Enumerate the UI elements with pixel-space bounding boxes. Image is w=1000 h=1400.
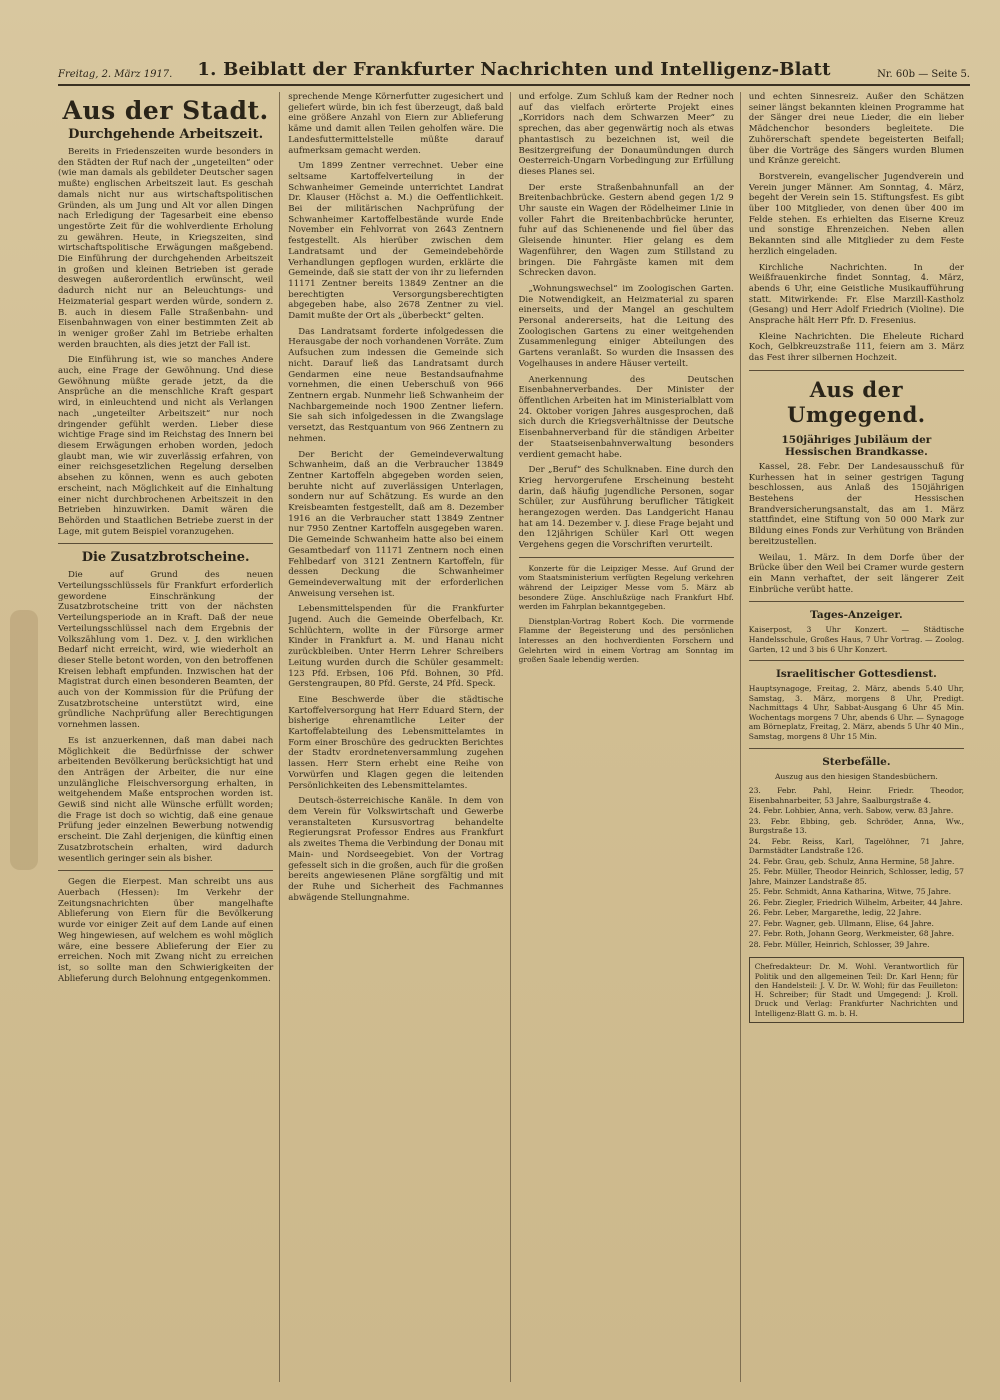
notice-paragraph: Kaiserpost, 3 Uhr Konzert. — Städtische Handelsschule, Großes Haus, 7 Uhr Vortrag. — Zoolog. Garten, 12 und 3 bis 6 Uhr Konzert. — [748, 625, 964, 654]
column-2 — [288, 92, 510, 1382]
list-item: 27. Febr. Roth, Johann Georg, Werkmeister, 68 Jahre. — [748, 929, 954, 939]
list-item: 24. Febr. Lohbier, Anna, verh. Sabow, verw. 83 Jahre. — [748, 806, 954, 816]
notice-paragraph: Konzerte für die Leipziger Messe. Auf Grund der vom Staatsministerium verfügten Regelung verkehren während der Leipziger Messe vom 5. März ab besondere Züge. Anschlußzüge nach Frankfurt Hbf. werden im Fahrplan bekanntgegeben. — [518, 563, 734, 612]
article-title: Die Zusatzbrotscheine. — [81, 550, 250, 566]
article-paragraph: Bereits in Friedenszeiten wurde besonders in den Städten der Ruf nach der „ungeteilten“ oder (wie man damals als gebildeter Deutscher sagen mußte) englischen Arbeitszeit laut. Es geschah damals nicht nur aus wirtschaftspolitischen Gründen, als um Jung und Alt vor allen Dingen nach Erledigung der Tagesarbeit eine ebenso ungestörte Zeit für die wohlverdiente Erholung zu gewähren. Heute, in Kriegszeiten, sind wirtschaftspolitische Erwägungen maßgebend. Die Einführung der durchgehenden Arbeitszeit in großen und kleinen Betrieben ist gerade deswegen außerordentlich erwünscht, weil dadurch nicht nur an Beleuchtungs- und Heizmaterial gespart werden würde, sondern z. B. auch in diesem Falle Straßenbahn- und Eisenbahnwagen von einer bestimmten Zeit ab in weniger großer Zahl im Betriebe erhalten werden brauchten, als dies jetzt der Fall ist. — [58, 147, 274, 350]
article-paragraph: Kirchliche Nachrichten. In der Weißfrauenkirche findet Sonntag, 4. März, abends 6 Uhr, eine Geistliche Musikaufführung statt. Mitwirkende: Fr. Else Marzill-Kastholz (Gesang) und Herr Adolf Friedrich (Violine). Die Ansprache hält Herr Pfr. D. Fresenius. — [748, 262, 964, 327]
article-paragraph: Um 1899 Zentner verrechnet. Ueber eine seltsame Kartoffelverteilung in der Schwanheimer Gemeinde unterrichtet Landrat Dr. Klauser (Höchst a. M.) die Oeffentlichkeit. Bei der militärischen Nachprüfung der Schwanheimer Kartoffelbestände wurde Ende November ein Fehlvorrat von 2643 Zentnern festgestellt. Als hierüber zwischen dem Landratsamt und der Gemeindebehörde Verhandlungen gepflogen wurden, erklärte die Gemeinde, daß sie statt der von ihr zu liefernden 11171 Zentner bereits 13849 Zentner an die berechtigten Versorgungsberechtigten abgegeben habe, also 2678 Zentner zu viel. Damit mußte der Ort als „überbeckt“ gelten. — [288, 161, 504, 322]
article-paragraph: Das Landratsamt forderte infolgedessen die Herausgabe der noch vorhandenen Vorräte. Zum Aufsuchen zum indessen die Gemeinde sich nicht. Darauf ließ das Landratsamt durch Gendarmen eine neue Bestandsaufnahme vornehmen, die einen Ueberschuß von 966 Zentnern ergab. Nunmehr ließ Schwanheim der Nachbargemeinde noch 1900 Zentner liefern. Sie sah sich infolgedessen in die Zwangslage versetzt, das Restquantum von 966 Zentnern zu nehmen. — [288, 326, 504, 444]
column-1 — [58, 92, 280, 1382]
article-paragraph: Der „Beruf“ des Schulknaben. Eine durch den Krieg hervorgerufene Erscheinung besteht darin, daß häufig jugendliche Personen, sogar Schüler, zur Ausführung beruflicher Tätigkeit herangezogen werden. Das Landgericht Hanau hat am 14. Dezember v. J. diese Frage bejaht und den 12jährigen Schüler Karl Ott wegen Vergehens gegen die Vorschriften verurteilt. — [518, 465, 734, 551]
notice-paragraph: Auszug aus den hiesigen Standesbüchern. — [774, 771, 938, 781]
article-title: Sterbefälle. — [822, 755, 891, 768]
divider — [749, 660, 964, 661]
list-item: 26. Febr. Leber, Margarethe, ledig, 22 Jahre. — [748, 908, 922, 918]
article-paragraph: Borstverein, evangelischer Jugendverein und Verein junger Männer. Am Sonntag, 4. März, begeht der Verein sein 15. Stiftungsfest. Es gibt über 100 Mitglieder, von denen über 400 im Felde stehen. Es erhielten das Eiserne Kreuz und sonstige Ehrenzeichen. Neben allen Bekannten sind alle Mitglieder zu dem Feste herzlich eingeladen. — [748, 171, 964, 257]
article-paragraph: Die Einführung ist, wie so manches Andere auch, eine Frage der Gewöhnung. Und diese Gewöhnung müßte gerade jetzt, da die Ansprüche an die menschliche Kraft gespart wird, in einleuchtend und nicht als Verlangen nach „ungeteilter Arbeitszeit“ nur noch dringender gefühlt werden. Lieber diese wichtige Frage sind im Reichstag des Innern bei diesem Erwägungen erhoben worden, jedoch glaubt man, wie wir zuverlässig erfahren, von einer reichsgesetzlichen Regelung derselben absehen zu können, wenn es auch geboten erscheint, nach Möglichkeit auf die Einhaltung einer nicht durchbrochenen Arbeitszeit in den Betrieben hinzuwirken. Damit wären die Behörden und Staatlichen Betriebe zuerst in der Lage, mit gutem Beispiel voranzugehen. — [58, 355, 274, 537]
small-notices — [749, 625, 964, 654]
article-paragraph: Weilau, 1. März. In dem Dorfe über der Brücke über den Weil bei Cramer wurde gestern ein Mann verhaftet, der seit längerer Zeit Einbrüche verübt hatte. — [748, 552, 964, 595]
article-title: Tages-Anzeiger. — [810, 609, 903, 622]
newspaper-title: 1. Beiblatt der Frankfurter Nachrichten und Intelligenz-Blatt — [197, 59, 831, 80]
columns — [58, 92, 970, 1382]
list-item: 23. Febr. Ebbing, geb. Schröder, Anna, Ww., Burgstraße 13. — [748, 816, 964, 836]
article-title: Durchgehende Arbeitszeit. — [68, 127, 264, 142]
list-item: 25. Febr. Müller, Theodor Heinrich, Schlosser, ledig, 57 Jahre, Mainzer Landstraße 85. — [748, 867, 964, 886]
list-item: 23. Febr. Pahl, Heinr. Friedr. Theodor, Eisenbahnarbeiter, 53 Jahre, Saalburgstraße 4. — [748, 786, 964, 805]
notice-paragraph: Dienstplan-Vortrag Robert Koch. Die vorrmende Flamme der Begeisterung und des persönlichen Interesses an den hochverdienten Forschern und Gelehrten wird in einem Vortrag am Sonntag im großen Saale lebendig werden. — [518, 616, 734, 665]
list-item: 27. Febr. Wagner, geb. Ullmann, Elise, 64 Jahre. — [748, 918, 934, 928]
notice-paragraph: Hauptsynagoge, Freitag, 2. März, abends 5.40 Uhr, Samstag, 3. März, morgens 8 Uhr, Predigt. Nachmittags 4 Uhr, Sabbat-Ausgang 6 Uhr 45 Min. Wochentags morgens 7 Uhr, abends 6 Uhr. — Synagoge am Börneplatz, Freitag, 2. März, abends 5 Uhr 40 Min., Samstag, morgens 8 Uhr 15 Min. — [748, 684, 964, 742]
page-number: Nr. 60b — Seite 5. — [877, 69, 970, 80]
list-item: 24. Febr. Grau, geb. Schulz, Anna Hermine, 58 Jahre. — [748, 856, 955, 866]
list-item: 28. Febr. Müller, Heinrich, Schlosser, 39 Jahre. — [748, 939, 930, 949]
article-paragraph: Gegen die Eierpest. Man schreibt uns aus Auerbach (Hessen): Im Verkehr der Zeitungsnachrichten über mangelhafte Ablieferung von Eiern für die Bevölkerung wurde vor einiger Zeit auf dem Lande auf einen Weg hingewiesen, auf welchem es wohl möglich wäre, eine bessere Ablieferung der Eier zu erreichen. Noch mit Zwang nicht zu erreichen ist, so sollte man den Schwierigkeiten der Ablieferung durch Belohnung entgegenkommen. — [58, 877, 274, 984]
column-3 — [519, 92, 741, 1382]
small-notices — [519, 564, 734, 665]
article-paragraph: Es ist anzuerkennen, daß man dabei nach Möglichkeit die Bedürfnisse der schwer arbeitenden Bevölkerung berücksichtigt hat und den Anträgen der Arbeiter, die nur eine unzulängliche Fleischversorgung erhalten, in weitgehendem Maße entsprochen worden ist. Gewiß sind nicht alle Wünsche erfüllt worden; die Frage ist doch so wichtig, daß eine genaue Prüfung jeder einzelnen Bewerbung notwendig erscheint. Die Zahl derjenigen, die künftig einen Zusatzbrotschein erhalten, wird dadurch wesentlich geringer sein als bisher. — [58, 735, 274, 864]
article-paragraph: und erfolge. Zum Schluß kam der Redner noch auf das vielfach erörterte Projekt eines „Korridors nach dem Schwarzen Meer“ zu sprechen, das aber gegenwärtig noch als etwas phantastisch zu bezeichnen ist, weil die Besitzergreifung der Donaumündungen durch Oesterreich-Ungarn Vorbedingung zur Erfüllung dieses Planes sei. — [518, 92, 734, 177]
imprint-box — [749, 957, 964, 1023]
article-paragraph: und echten Sinnesreiz. Außer den Schätzen seiner längst bekannten kleinen Programme hat der Sänger drei neue Lieder, die ein lieber Mädchenchor besonders begleitete. Die Zuhörerschaft spendete begeisterten Beifall; über die Vorträge des Sängers wurden Blumen und Kränze gereicht. — [748, 92, 964, 167]
article-paragraph: Eine Beschwerde über die städtische Kartoffelversorgung hat Herr Eduard Stern, der bisherige ehrenamtliche Leiter der Kartoffelabteilung des Lebensmittelamtes in Form einer Broschüre des gedruckten Berichtes der Stadtv erordnetenversammlung zugehen lassen. Herr Stern erhebt eine Reihe von Vorwürfen und Klagen gegen die leitenden Persönlichkeiten des Lebensmittelamtes. — [288, 694, 504, 791]
article-paragraph: Die auf Grund des neuen Verteilungsschlüssels für Frankfurt erforderlich gewordene Einschränkung der Zusatzbrotscheine tritt von der nächsten Verteilungsperiode an in Kraft. Daß der neue Verteilungsschlüssel nach dem Ergebnis der Volkszählung vom 1. Dez. v. J. den wirklichen Bedarf nicht erreicht, wird, wie wiederholt an dieser Stelle betont worden, von den betroffenen Kreisen lebhaft empfunden. Inzwischen hat der Magistrat durch einen besonderen Beamten, der auch von der Kommission für die Prüfung der Zusatzbrotscheine unterstützt wird, eine gründliche Nachprüfung aller Berechtigungen vornehmen lassen. — [58, 570, 274, 731]
article-paragraph: Der Bericht der Gemeindeverwaltung Schwanheim, daß an die Verbraucher 13849 Zentner Kartoffeln abgegeben worden seien, beruhte nicht auf zuverlässigen Unterlagen, sondern nur auf Schätzung. Es wurde an den Kreisbeamten festgestellt, daß am 8. Dezember 1916 an die Verbraucher statt 13849 Zentner nur 7950 Zentner Kartoffeln ausgegeben waren. Die Gemeinde Schwanheim hatte also bei einem Gesamtbedarf von 11171 Zentnern noch einen Fehlbedarf von 3121 Zentnern Kartoffeln, für dessen Deckung die Schwanheimer Gemeindeverwaltung mit der erforderlichen Anweisung versehen ist. — [288, 449, 504, 599]
article-paragraph: Lebensmittelspenden für die Frankfurter Jugend. Auch die Gemeinde Oberfelbach, Kr. Schlüchtern, wollte in der Fürsorge armer Kinder in Frankfurt a. M. und Hanau nicht zurückbleiben. Unter Herrn Lehrer Schreibers Leitung wurden durch die Schüler gesammelt: 123 Pfd. Erbsen, 106 Pfd. Bohnen, 30 Pfd. Gerstengraupen, 80 Pfd. Gerste, 24 Pfd. Speck. — [288, 604, 504, 690]
divider — [519, 557, 734, 558]
section-title-region: Aus der Umgegend. — [787, 376, 926, 427]
article-paragraph: sprechende Menge Körnerfutter zugesichert und geliefert würde, bin ich fest überzeugt, daß bald eine größere Anzahl von Eiern zur Ablieferung käme und damit allen Teilen geholfen wäre. Die Landesfuttermittelstelle müßte darauf aufmerksam gemacht werden. — [288, 92, 504, 156]
masthead — [58, 58, 970, 86]
article-paragraph: Anerkennung des Deutschen Eisenbahnerverbandes. Der Minister der öffentlichen Arbeiten hat im Ministerialblatt vom 24. Oktober vorigen Jahres ausgesprochen, daß sich durch die Kriegsverhältnisse der Deutsche Eisenbahnerverband für die ständigen Arbeiter der Staatseisenbahnverwaltung besonders verdient gemacht habe. — [518, 374, 734, 460]
article-title: Israelitischer Gottesdienst. — [775, 668, 937, 681]
article-paragraph: Deutsch-österreichische Kanäle. In dem von dem Verein für Volkswirtschaft und Gewerbe veranstalteten Kursusvortrag behandelte Regierungsrat Professor Endres aus Frankfurt als zweites Thema die Verbindung der Donau mit Main- und Nordseegebiet. Von der Vortrag gefesselt sich in die großen, auch für die großen bereits angewiesenen Pläne sorgfältig und mit der Ruhe und Sicherheit des Fachmannes abwägende Stellungnahme. — [288, 796, 504, 903]
divider — [749, 601, 964, 602]
list-item: 26. Febr. Ziegler, Friedrich Wilhelm, Arbeiter, 44 Jahre. — [748, 897, 963, 907]
article-paragraph: Kleine Nachrichten. Die Eheleute Richard Koch, Gelbkreuzstraße 111, feiern am 3. März das Fest ihrer silbernen Hochzeit. — [748, 331, 964, 364]
divider — [58, 543, 273, 544]
list-item: 25. Febr. Schmidt, Anna Katharina, Witwe, 75 Jahre. — [748, 887, 952, 897]
article-paragraph: Kassel, 28. Febr. Der Landesausschuß für Kurhessen hat in seiner gestrigen Tagung beschlossen, aus Anlaß des 150jährigen Bestehens der Hessischen Brandversicherungsanstalt, das am 1. März stattfindet, eine Stiftung von 50 000 Mark zur Bildung eines Fonds zur Verhütung von Bränden bereitzustellen. — [748, 461, 964, 547]
article-paragraph: Der erste Straßenbahnunfall an der Breitenbachbrücke. Gestern abend gegen 1/2 9 Uhr sauste ein Wagen der Rödelheimer Linie in voller Fahrt die Breitenbachbrücke herunter, fuhr auf das Schienenende und fiel über das Gleisende hinunter. Hier gelang es dem Wagenführer, den Wagen zum Stillstand zu bringen. Die Fahrgäste kamen mit dem Schrecken davon. — [518, 182, 734, 279]
list-item: 24. Febr. Reiss, Karl, Tagelöhner, 71 Jahre, Darmstädter Landstraße 126. — [748, 836, 964, 856]
death-notices-list — [749, 786, 964, 949]
divider — [749, 748, 964, 749]
article-title: 150jähriges Jubiläum der Hessischen Brandkasse. — [781, 433, 932, 458]
imprint-text: Chefredakteur: Dr. M. Wohl. Verantwortlich für Politik und den allgemeinen Teil: Dr. Karl Henn; für den Handelsteil: J. V. Dr. W. Wohl; für das Feuilleton: H. Schreiber; für Stadt und Umgegend: J. Kroll. Druck und Verlag: Frankfurter Nachrichten und Intelligenz-Blatt G. m. b. H. — [754, 962, 958, 1018]
small-notices — [749, 772, 964, 782]
divider — [749, 370, 964, 371]
paper-stain — [10, 610, 38, 870]
issue-date: Freitag, 2. März 1917. — [58, 69, 173, 80]
column-4 — [749, 92, 970, 1382]
section-title-city: Aus der Stadt. — [62, 96, 269, 125]
divider — [58, 870, 273, 871]
article-paragraph: „Wohnungswechsel“ im Zoologischen Garten. Die Notwendigkeit, an Heizmaterial zu sparen einerseits, und der Mangel an geschultem Personal andererseits, hat die Leitung des Zoologischen Gartens zu einer weitgehenden Zusammenlegung einiger Abteilungen des Gartens veranlaßt. So wurden die Insassen des Vogelhauses in andere Häuser verteilt. — [518, 283, 734, 369]
small-notices — [749, 684, 964, 742]
